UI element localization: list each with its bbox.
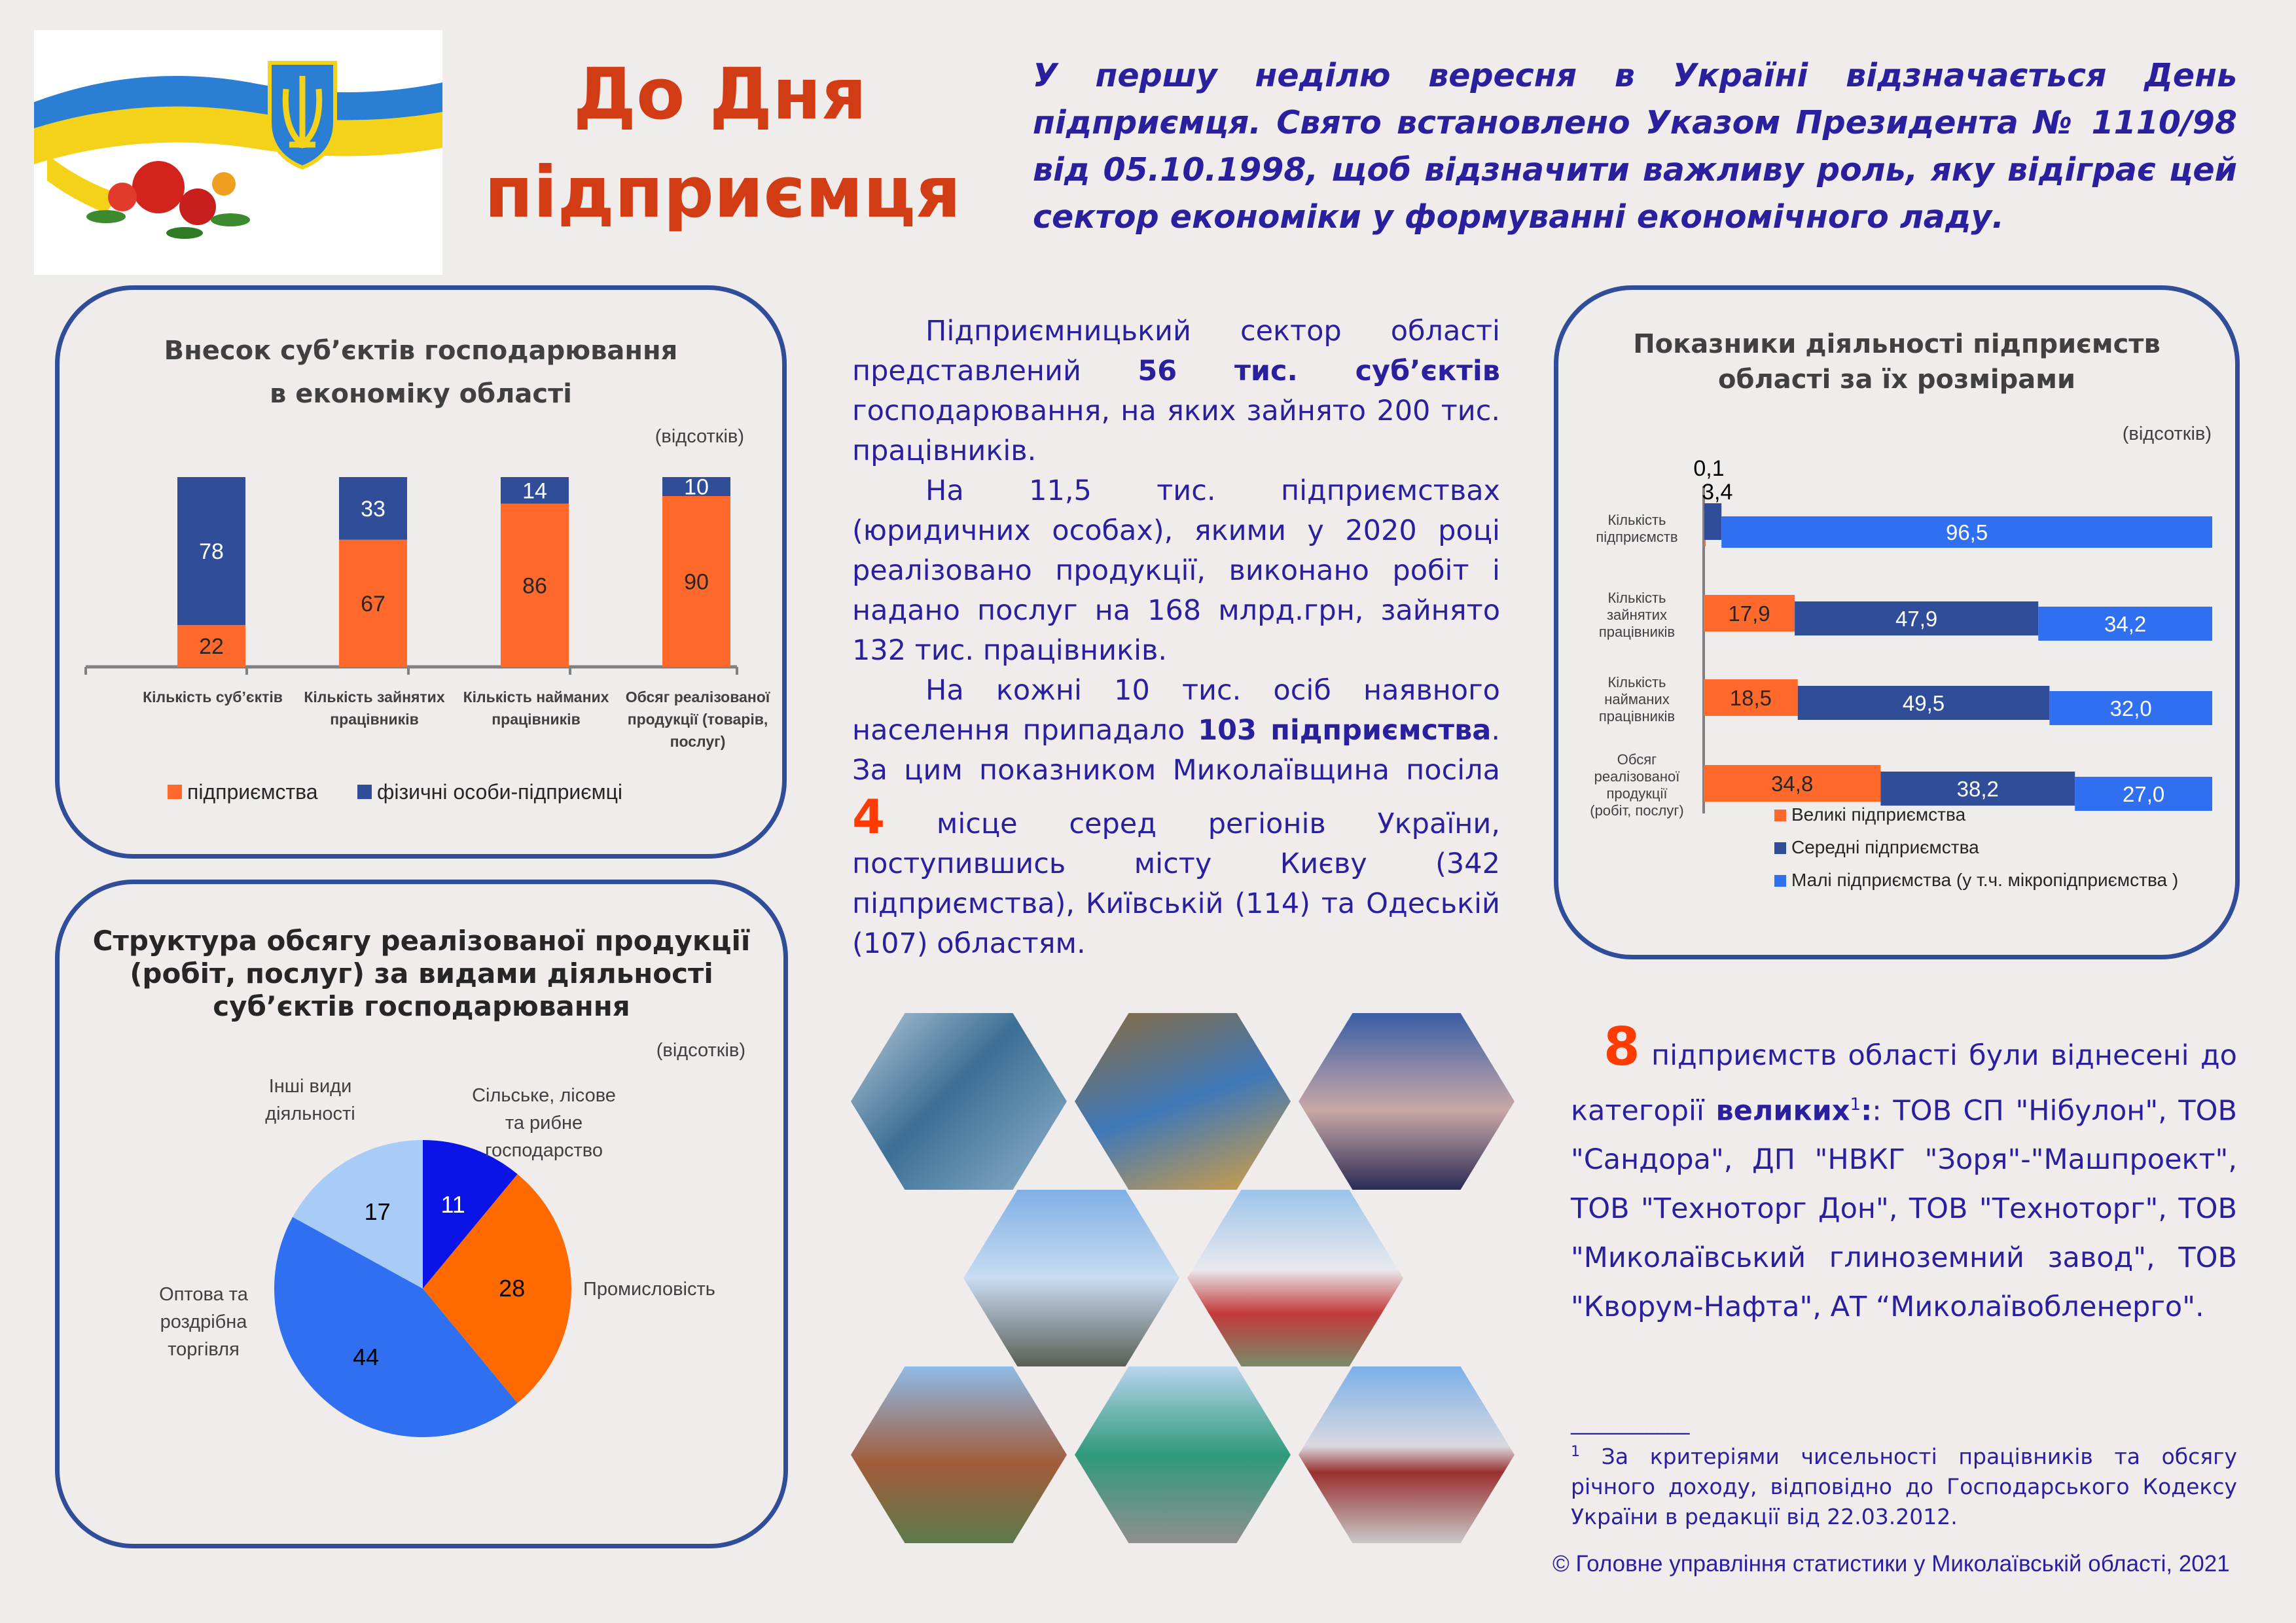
footnote: ___________ $^1$ За критеріями чисельності працівників та обсягу річного доходу, відповідно до Господарського Кодексу України в редакції від 22.03.2012. — [1571, 1407, 2237, 1532]
legend-label: Малі підприємства (у т.ч. мікропідприємства ) — [1791, 870, 2179, 890]
legend-label: Середні підприємства — [1791, 837, 1979, 857]
bar-value-label: 3,4 — [1702, 480, 1733, 505]
y-tick-label: Обсяг — [1617, 751, 1657, 768]
logo — [34, 30, 442, 275]
bar-value-label: 38,2 — [1956, 777, 1999, 801]
bar-value-label: 17,9 — [1728, 601, 1770, 626]
port-terminal-photo — [851, 1366, 1067, 1543]
rank-number: 4 — [852, 789, 886, 844]
chart-unit: (відсотків) — [2122, 423, 2212, 444]
bar-value-label: 47,9 — [1895, 607, 1938, 631]
harvester-headers-photo — [1187, 1190, 1403, 1366]
y-tick-label: Кількість — [1607, 512, 1666, 528]
chart-title-line-3: суб’єктів господарювання — [213, 990, 630, 1022]
legend-swatch — [1774, 810, 1786, 821]
legend-swatch — [357, 785, 372, 799]
footnote-rule: ___________ — [1571, 1409, 1690, 1435]
contribution-chart-panel — [55, 285, 787, 859]
x-tick-label: Кількість зайнятих — [304, 688, 445, 705]
pie-category-label: Промисловість — [583, 1279, 715, 1300]
pie-category-label: торгівля — [168, 1339, 240, 1360]
large-enterprises-count: 8 — [1604, 1016, 1640, 1077]
x-tick-label: працівників — [492, 711, 581, 728]
y-tick-label: продукції — [1606, 785, 1668, 802]
bar-value-label: 22 — [199, 634, 224, 660]
legend-swatch — [168, 785, 182, 799]
bar-value-label: 10 — [684, 474, 709, 500]
x-tick-label: продукції (товарів, — [627, 711, 768, 728]
size-chart-panel — [1554, 285, 2240, 959]
y-tick-label: працівників — [1598, 708, 1676, 724]
pie-category-label: Сільське, лісове — [472, 1085, 616, 1106]
chart-title-line-2: області за їх розмірами — [1718, 365, 2075, 395]
y-tick-label: найманих — [1604, 691, 1670, 707]
bar-value-label: 33 — [361, 496, 386, 522]
bar-value-label: 34,8 — [1771, 772, 1814, 796]
pie-value-label: 17 — [364, 1198, 391, 1225]
turbine-photo — [851, 1013, 1067, 1190]
bar-value-label: 78 — [199, 539, 224, 565]
copyright-footer: © Головне управління статистики у Миколаївській області, 2021 — [1552, 1551, 2230, 1577]
structure-chart-panel — [55, 880, 788, 1548]
title-line-1: До Дня — [573, 54, 867, 135]
chart-title-line-1: Внесок суб’єктів господарювання — [164, 336, 678, 366]
gas-station-photo — [1075, 1366, 1291, 1543]
legend-label: Великі підприємства — [1791, 804, 1966, 825]
x-tick-label: послуг) — [670, 733, 726, 750]
chart-title-line-1: Структура обсягу реалізованої продукції — [92, 925, 751, 957]
pie-category-label: Оптова та — [159, 1284, 248, 1305]
contribution-stacked-bar-chart — [60, 290, 782, 853]
large-enterprises-text: 8 підприємств області були віднесені до категорії великих$^1$:: ТОВ СП "Нібулон", ТОВ "Сандора", ДП "НВКГ "Зоря"-"Машпроект", ТОВ "Техноторг Дон", ТОВ "Техноторг", ТОВ "Миколаївський глиноземний завод", ТОВ "Кворум-Нафта", АТ “Миколаївобленерго". — [1571, 1016, 2237, 1324]
bar-value-label: 49,5 — [1902, 691, 1945, 715]
size-stacked-bar-chart — [1558, 290, 2235, 955]
bar-value-label: 67 — [361, 591, 386, 616]
legend-label: підприємства — [187, 780, 318, 804]
pie-category-label: господарство — [485, 1140, 603, 1161]
x-tick-label: Кількість суб’єктів — [143, 688, 283, 705]
bar-value-label: 96,5 — [1945, 520, 1988, 544]
paragraph-1: Підприємницький сектор області представлений 56 тис. суб’єктів господарювання, на яких зайнято 200 тис. працівників. — [852, 315, 1500, 467]
paragraph-2: На 11,5 тис. підприємствах (юридичних особах), якими у 2020 році реалізовано продукції, виконано робіт і надано послуг на 168 млрд.грн, зайнято 132 тис. працівників. — [852, 474, 1500, 667]
bar-value-label: 18,5 — [1729, 686, 1772, 710]
paragraph-3: На кожні 10 тис. осіб наявного населення припадало 103 підприємства. За цим показником Миколаївщина посіла 4 місце серед регіонів України, поступившись місту Києву (342 підприємства), Київській (114) та Одеській (107) областям. — [852, 674, 1500, 960]
y-tick-label: Кількість — [1607, 590, 1666, 606]
bar-value-label: 86 — [522, 573, 547, 599]
power-lines-photo — [963, 1190, 1179, 1366]
pie-category-label: Інші види — [268, 1076, 352, 1097]
bar-value-label: 34,2 — [2104, 612, 2147, 636]
bar-value-label: 90 — [684, 569, 709, 595]
legend-swatch — [1774, 875, 1786, 887]
bar-value-label: 27,0 — [2122, 782, 2165, 806]
chart-title-line-2: (робіт, послуг) за видами діяльності — [130, 957, 713, 990]
factory-workers-photo — [1075, 1013, 1291, 1190]
chart-unit: (відсотків) — [655, 426, 744, 447]
x-tick-label: Обсяг реалізованої — [625, 688, 770, 705]
y-tick-label: підприємств — [1596, 529, 1678, 545]
pie-value-label: 28 — [499, 1275, 526, 1302]
structure-pie-chart — [60, 884, 783, 1544]
y-tick-label: (робіт, послуг) — [1590, 802, 1684, 819]
y-tick-label: Кількість — [1607, 674, 1666, 690]
intro-text: У першу неділю вересня в Україні відзначається День підприємця. Свято встановлено Указом Президента № 1110/98 від 05.10.1998, щоб відзначити важливу роль, яку відіграє цей сектор економіки у формуванні економічного ладу. — [1033, 57, 2237, 236]
pie-category-label: та рибне — [505, 1113, 583, 1133]
y-tick-label: працівників — [1598, 624, 1676, 640]
y-tick-label: реалізованої — [1594, 768, 1680, 785]
center-text — [852, 312, 1500, 964]
storage-tanks-photo — [1299, 1013, 1515, 1190]
pie-category-label: діяльності — [265, 1103, 355, 1124]
pie-category-label: роздрібна — [160, 1311, 247, 1332]
bar-value-label: 32,0 — [2109, 696, 2152, 721]
y-tick-label: зайнятих — [1606, 607, 1668, 623]
bar-value-label: 14 — [522, 478, 547, 504]
pie-value-label: 44 — [353, 1343, 380, 1370]
tekhnotorg-building-photo — [1299, 1366, 1515, 1543]
bar-value-label: 0,1 — [1693, 456, 1725, 481]
pie-value-label: 11 — [440, 1190, 465, 1218]
bar-segment — [1704, 503, 1721, 540]
x-tick-label: працівників — [330, 711, 419, 728]
chart-unit: (відсотків) — [656, 1040, 745, 1061]
chart-title-line-1: Показники діяльності підприємств — [1633, 329, 2161, 359]
title-line-2: підприємця — [484, 152, 961, 234]
legend-label: фізичні особи-підприємці — [377, 780, 623, 804]
legend-swatch — [1774, 842, 1786, 854]
chart-title-line-2: в економіку області — [270, 379, 572, 409]
ukraine-trident-ribbon-logo — [34, 30, 442, 275]
x-tick-label: Кількість найманих — [463, 688, 609, 705]
page-title — [484, 46, 961, 242]
